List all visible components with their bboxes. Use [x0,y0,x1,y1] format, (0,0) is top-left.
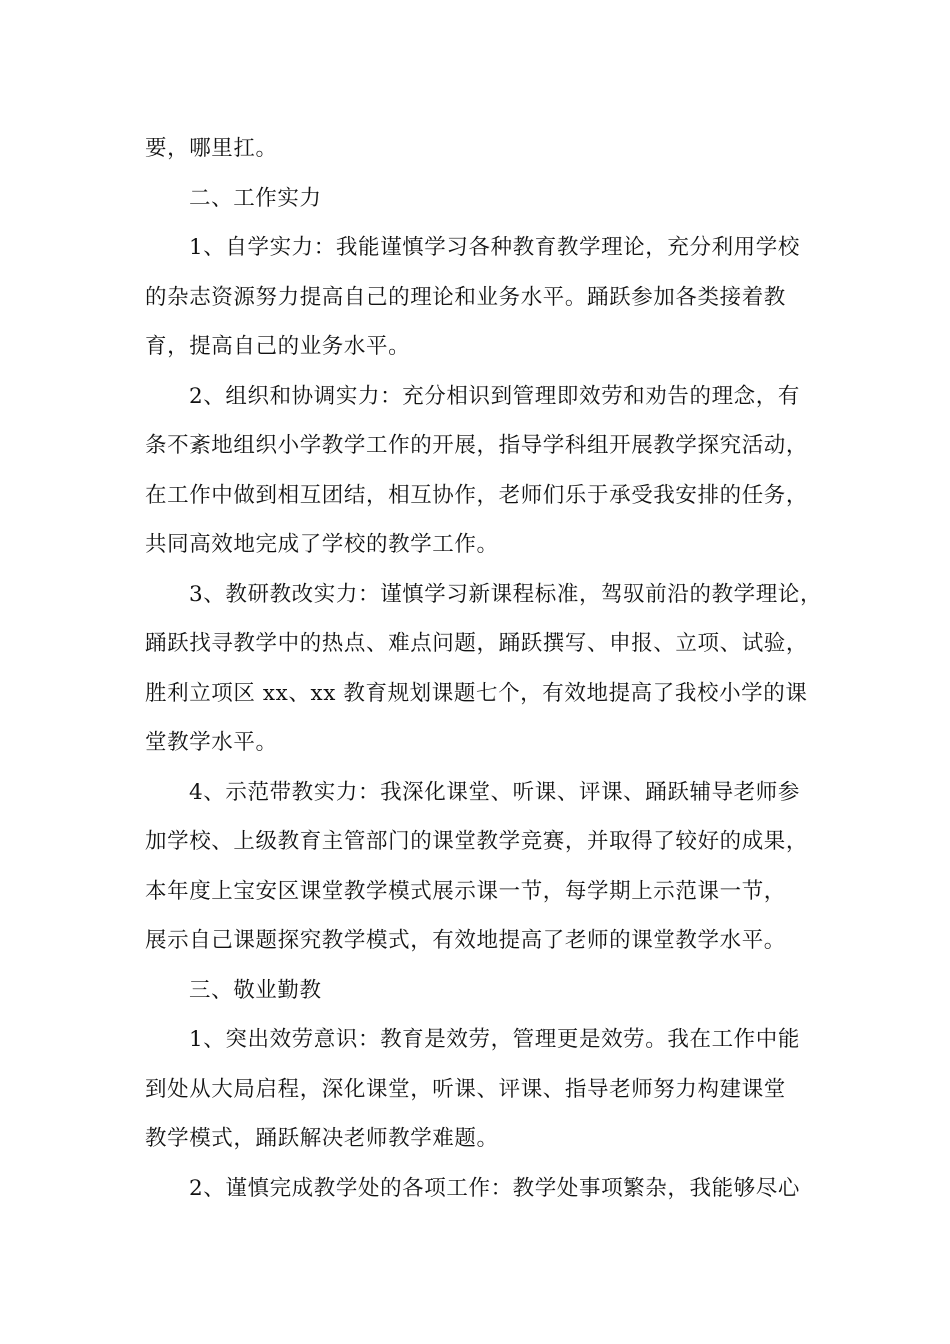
paragraph-first-line: 2、组织和协调实力：充分相识到管理即效劳和劝告的理念，有 [189,383,800,409]
paragraph-first-line: 1、突出效劳意识：教育是效劳，管理更是效劳。我在工作中能 [189,1027,800,1052]
text-line: 的杂志资源努力提高自己的理论和业务水平。踊跃参加各类接着教 [145,284,786,310]
text-line: 本年度上宝安区课堂教学模式展示课一节，每学期上示范课一节， [145,878,786,904]
paragraph-first-line: 1、自学实力：我能谨慎学习各种教育教学理论，充分利用学校 [189,235,800,260]
section-heading: 二、工作实力 [189,185,322,211]
text-line: 堂教学水平。 [145,730,278,755]
text-line: 展示自己课题探究教学模式，有效地提高了老师的课堂教学水平。 [145,928,786,953]
paragraph-first-line: 2、谨慎完成教学处的各项工作：教学处事项繁杂，我能够尽心 [189,1175,800,1201]
text-line: 要，哪里扛。 [145,136,278,161]
text-line: 踊跃找寻教学中的热点、难点问题，踊跃撰写、申报、立项、试验， [145,631,809,656]
text-line: 胜利立项区 xx、xx 教育规划课题七个，有效地提高了我校小学的课 [145,680,808,706]
paragraph-first-line: 3、教研教改实力：谨慎学习新课程标准，驾驭前沿的教学理论， [189,581,823,607]
text-line: 育，提高自己的业务水平。 [145,334,411,359]
text-line: 教学模式，踊跃解决老师教学难题。 [145,1126,499,1151]
text-line: 在工作中做到相互团结，相互协作，老师们乐于承受我安排的任务， [145,482,809,508]
paragraph-first-line: 4、示范带教实力：我深化课堂、听课、评课、踊跃辅导老师参 [189,779,800,805]
text-line: 到处从大局启程，深化课堂，听课、评课、指导老师努力构建课堂 [145,1076,786,1102]
text-line: 共同高效地完成了学校的教学工作。 [145,532,499,557]
text-line: 条不紊地组织小学教学工作的开展，指导学科组开展教学探究活动， [145,433,809,458]
section-heading: 三、敬业勤教 [189,977,322,1003]
document-body [145,124,823,1213]
text-line: 加学校、上级教育主管部门的课堂教学竞赛，并取得了较好的成果， [145,829,809,854]
